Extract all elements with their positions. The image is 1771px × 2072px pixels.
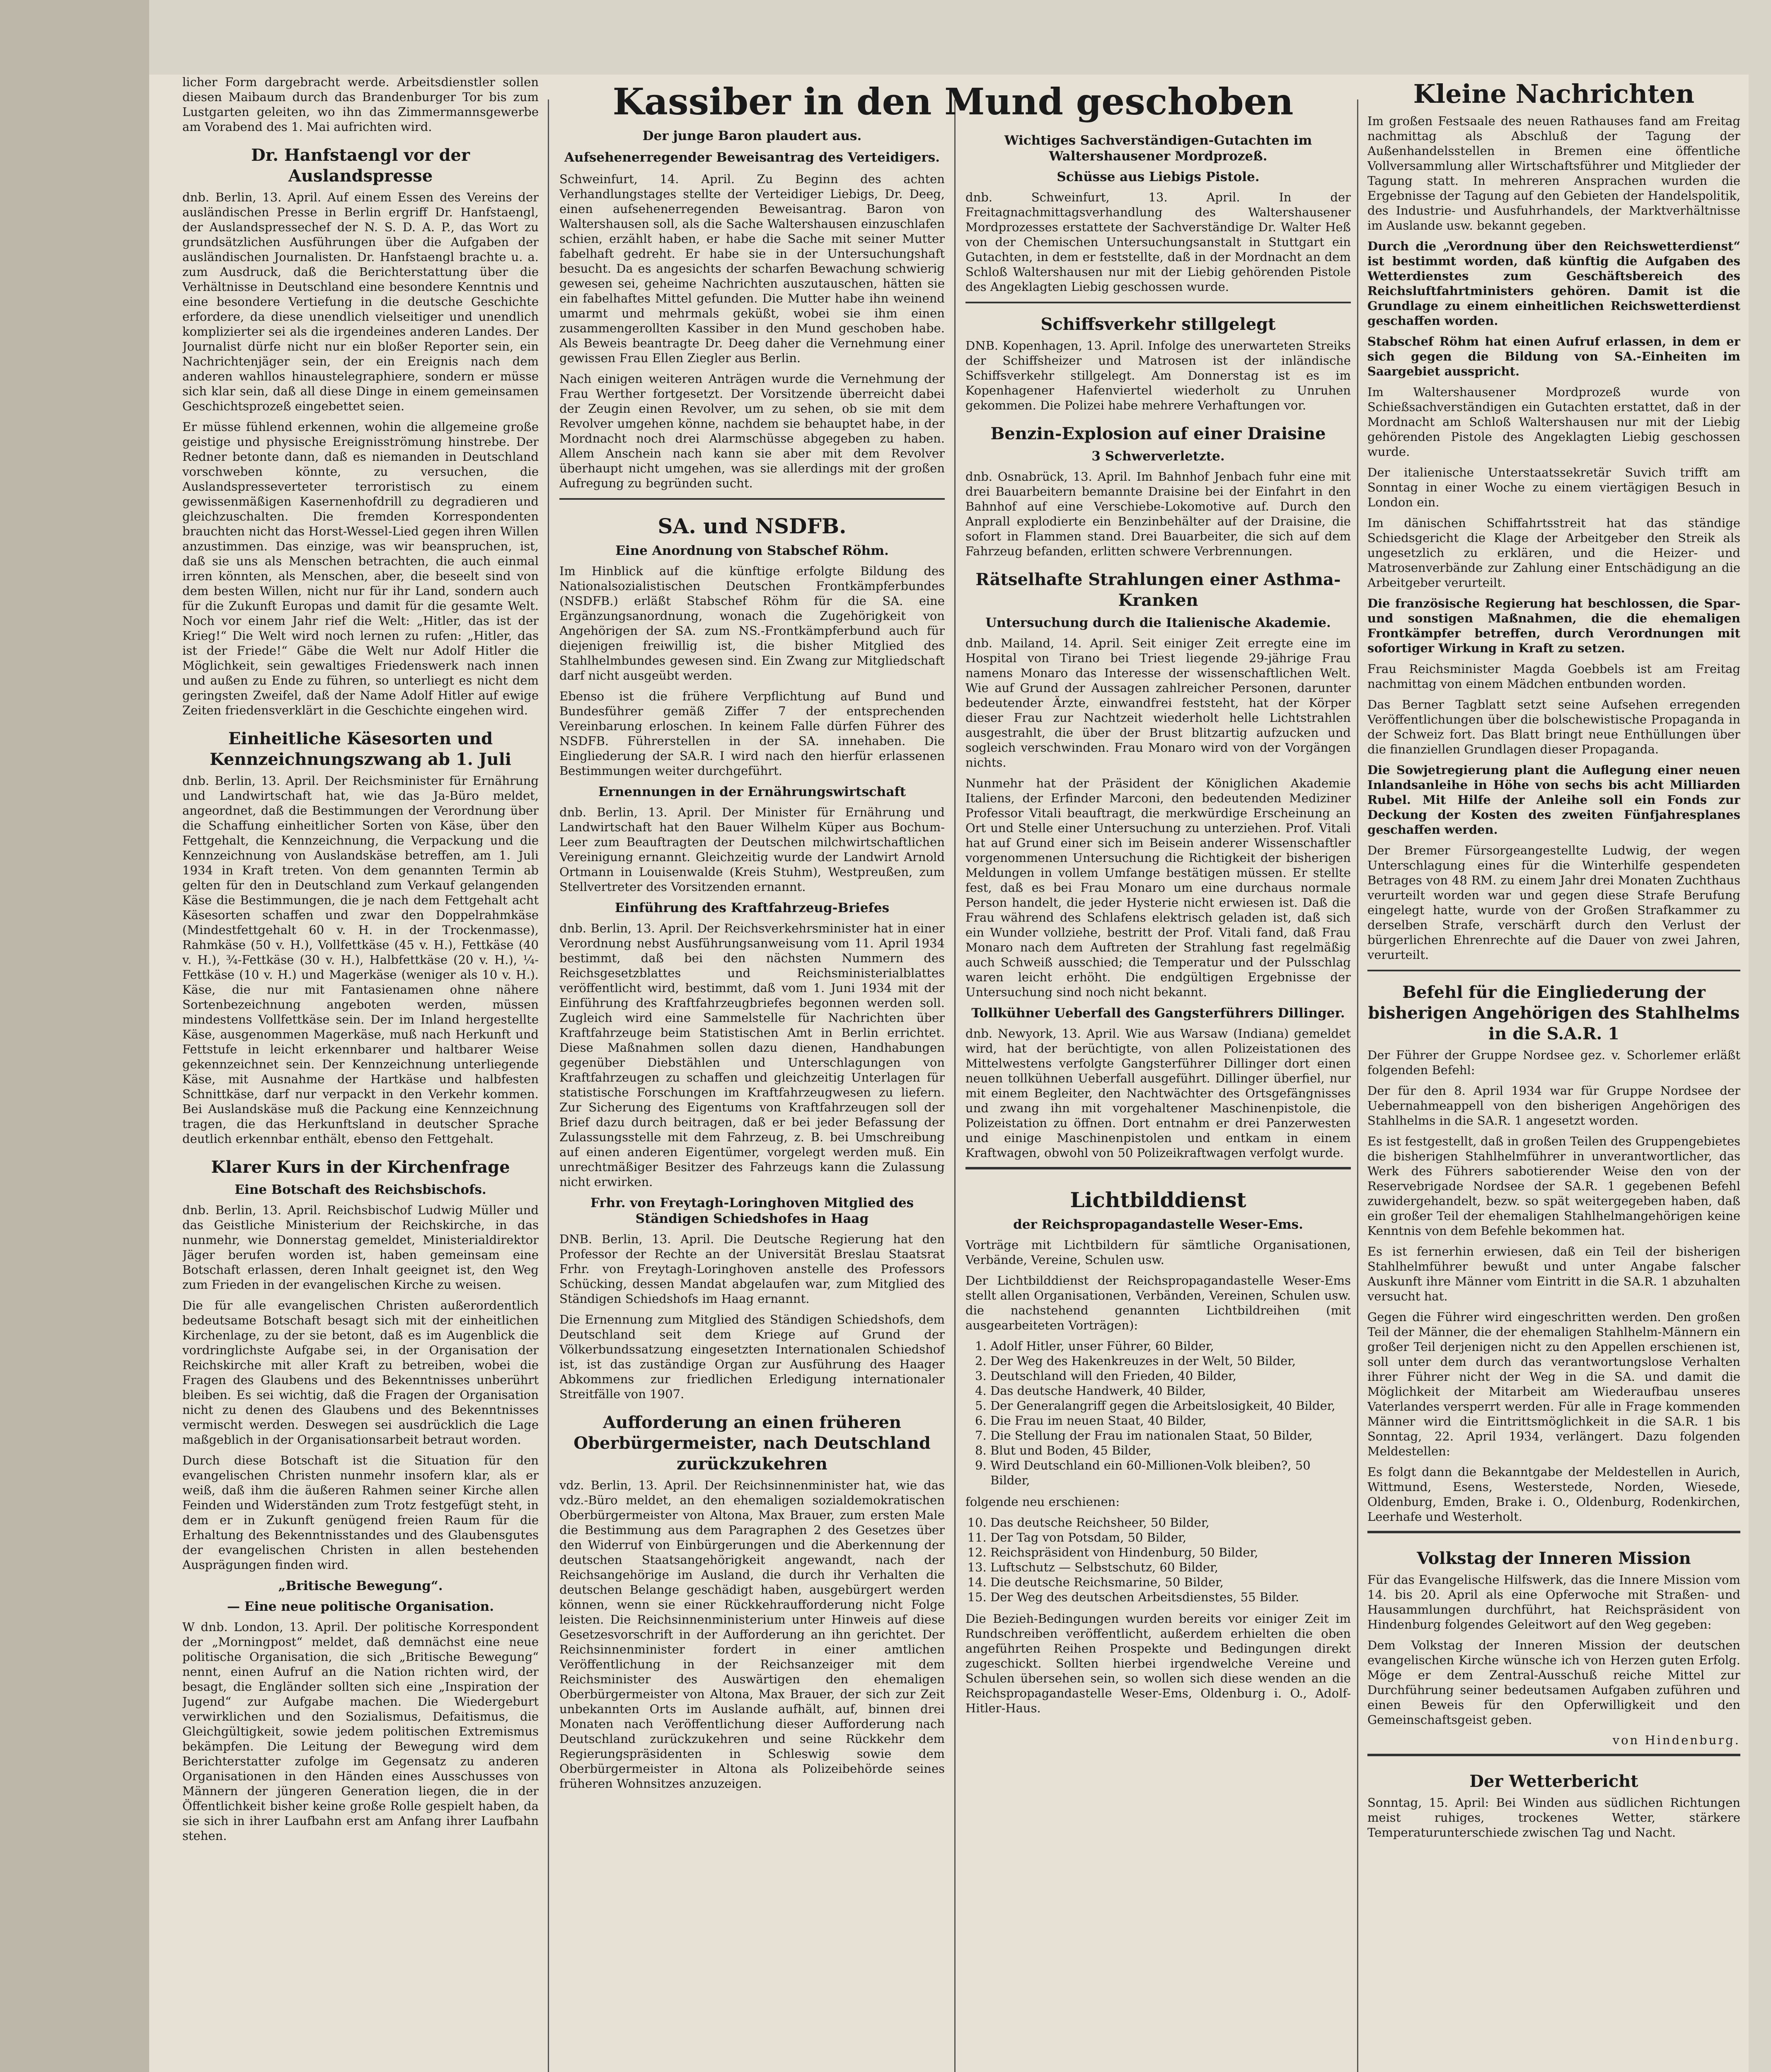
article-subtitle: der Reichspropagandastelle Weser-Ems. — [1013, 1217, 1303, 1232]
list-item: 8. Blut und Boden, 45 Bilder, — [990, 1443, 1351, 1458]
list-item: 7. Die Stellung der Frau im nationalen Staat, 50 Bilder, — [990, 1428, 1351, 1443]
column-1 — [182, 75, 539, 2072]
news-item: Durch die „Verordnung über den Reichswetterdienst“ ist bestimmt worden, daß künftig die Aufgaben des Wetterdienstes zum Geschäftsbereich des Reichsluftfahrtministers gehören. Damit ist die Grundlage zu einem einheitlichen Reichswetterdienst geschaffen worden. — [1367, 239, 1740, 328]
paragraph: vdz. Berlin, 13. April. Der Reichsinnenminister hat, wie das vdz.-Büro meldet, an den ehemaligen sozialdemokratischen Oberbürgermeister von Altona, Max Brauer, zum ersten Male die Bestimmung aus dem Paragraphen 2 des Gesetzes über den Widerruf von Einbürgerungen und die Aberkennung der deutschen Staatsangehörigkeit angewandt, nach der Reichsangehörige im Ausland, die durch ihr Verhalten die deutschen Belange geschädigt haben, ausgebürgert werden können, wenn sie einer Rückkehraufforderung nicht Folge leisten. Die Reichsinnenministerium unter Hinweis auf diese Gesetzesvorschrift in der Aufforderung an ihn gerichtet. Der Reichsinnenminister fordert in einer amtlichen Veröffentlichung in der Reichsanzeiger mit dem Reichsminister des Auswärtigen den ehemaligen Oberbürgermeister von Altona, Max Brauer, der sich zur Zeit unbekannten Orts im Auslande aufhält, auf, binnen drei Monaten nach Veröffentlichung dieser Aufforderung nach Deutschland zurückzukehren und seine Rückkehr dem Regierungspräsidenten in Schleswig sowie dem Oberbürgermeister in Altona als Polizeibehörde seines früheren Wohnsitzes anzuzeigen. — [559, 1478, 945, 1791]
paragraph: Gegen die Führer wird eingeschritten werden. Den großen Teil der Männer, die der ehemaligen Stahlhelm-Männern ein großer Teil derjenigen nicht zu den Appellen erschienen ist, soll unter dem durch das verantwortungslose Verhalten ihrer Führer nicht der Weg in die SA. und damit die Möglichkeit der Mitarbeit am Wiederaufbau unseres Vaterlandes versperrt werden. Für alle in Frage kommenden Männer wird die Eintrittsmöglichkeit in die SA.R. 1 bis Sonntag, 22. April 1934, verlängert. Dazu folgenden Meldestellen: — [1367, 1310, 1740, 1458]
paragraph: dnb. Schweinfurt, 13. April. In der Freitagnachmittagsverhandlung des Waltershausener Mordprozesses erstattete der Sachverständige Dr. Walter Heß von der Chemischen Untersuchungsanstalt in Stuttgart ein Gutachten, in dem er feststellte, daß in der Mordnacht an dem Schloß Waltershausen nur mit der Liebig gehörenden Pistole des Angeklagten Liebig geschossen wurde. — [965, 190, 1351, 294]
list-item: 3. Deutschland will den Frieden, 40 Bilder, — [990, 1368, 1351, 1383]
paragraph: Schweinfurt, 14. April. Zu Beginn des achten Verhandlungstages stellte der Verteidiger Liebigs, Dr. Deeg, einen aufsehenerregenden Beweisantrag. Baron von Waltershausen soll, als die Sache Waltershausen einzuschlafen schien, erzählt haben, er habe die Sache mit seiner Mutter fabelhaft gedreht. Er habe sie in der Untersuchungshaft besucht. Da es angesichts der scharfen Bewachung schwierig gewesen sei, geheime Nachrichten auszutauschen, hätten sie ein fabelhaftes Mittel gefunden. Die Mutter habe ihn weinend umarmt und mehrmals geküßt, wobei sie ihm einen zusammengerollten Kassiber in den Mund geschoben habe. Als Beweis beantragte Dr. Deeg daher die Vernehmung einer gewissen Frau Ellen Ziegler aus Berlin. — [559, 172, 945, 365]
paragraph: dnb. Mailand, 14. April. Seit einiger Zeit erregte eine im Hospital von Tirano bei Triest liegende 29-jährige Frau namens Monaro das Interesse der wissenschaftlichen Welt. Wie auf Grund der Aussagen zahlreicher Personen, darunter bedeutender Ärzte, einwandfrei feststeht, hat der Körper dieser Frau zur Nachtzeit wiederholt helle Lichtstrahlen ausgestrahlt, die über der Brust blitzartig aufzucken und sogleich verschwinden. Frau Monaro wird von der Vorgängen nichts. — [965, 636, 1351, 770]
column-4 — [1367, 75, 1740, 2072]
paragraph: Die Ernennung zum Mitglied des Ständigen Schiedshofs, dem Deutschland seit dem Kriege auf Grund der Völkerbundssatzung eingesetzten Internationalen Schiedshof ist, ist das zuständige Organ zur Ausführung des Haager Abkommens zur friedlichen Erledigung internationaler Streitfälle von 1907. — [559, 1312, 945, 1401]
paragraph: Nach einigen weiteren Anträgen wurde die Vernehmung der Frau Werther fortgesetzt. Der Vorsitzende überreicht dabei der Zeugin einen Revolver, um zu sehen, ob sie mit dem Revolver umgehen könne, nachdem sie behauptet habe, in der Mordnacht noch drei Alarmschüsse abgegeben zu haben. Allem Anschein nach kann sie aber mit dem Revolver überhaupt nicht umgehen, was sie allerdings mit der großen Aufregung zu begründen sucht. — [559, 372, 945, 490]
paragraph: Es ist fernerhin erwiesen, daß ein Teil der bisherigen Stahlhelmführer bewußt und unter Angabe falscher Auskunft ihre Männer vom Eintritt in die SA.R. 1 abzuhalten versucht hat. — [1367, 1244, 1740, 1303]
section-headline: Kleine Nachrichten — [1413, 79, 1695, 109]
paragraph: Er müsse fühlend erkennen, wohin die allgemeine große geistige und physische Ereignisströmung hinstrebe. Der Redner betonte dann, daß es niemanden in Deutschland vorschweben könnte, zu versuchen, die Auslandspresseverteter terroristisch zu einem gewissenmäßigen Kasernenhofdrill zu degradieren und gleichzuschalten. Die fremden Korrespondenten brauchten nicht das Horst-Wessel-Lied gegen ihren Willen anzustimmen. Das einzige, was wir beanspruchen, ist, daß sie uns als Menschen betrachten, die auch einmal irren könnten, als Menschen, aber, die beseelt sind von dem besten Willen, nicht nur für ihr Land, sondern auch für die Zukunft Europas und damit für die gesamte Welt. Noch vor einem Jahr rief die Welt: „Hitler, das ist der Krieg!“ Die Welt wird noch lernen zu rufen: „Hitler, das ist der Friede!“ Gäbe die Welt nur Adolf Hitler die Möglichkeit, sein gewaltiges Friedenswerk nach innen und außen zu Ende zu führen, so unterliegt es nicht dem geringsten Zweifel, daß der Name Adolf Hitler auf ewige Zeiten friedensverklärt in die Geschichte eingehen wird. — [182, 420, 539, 717]
list-item: 4. Das deutsche Handwerk, 40 Bilder, — [990, 1383, 1351, 1398]
article-title: SA. und NSDFB. — [658, 514, 847, 538]
paragraph: dnb. Berlin, 13. April. Auf einem Essen des Vereins der ausländischen Presse in Berlin ergriff Dr. Hanfstaengl, der Auslandspressechef der N. S. D. A. P., das Wort zu grundsätzlichen Ausführungen über die Aufgaben der ausländischen Journalisten. Dr. Hanfstaengl brachte u. a. zum Ausdruck, daß die Berichterstattung über die Verhältnisse in Deutschland eine besondere Kenntnis und eine besondere Vertiefung in die deutsche Geschichte erfordere, da diese unendlich vielseitiger und unendlich komplizierter sei als die irgendeines anderen Landes. Der Journalist dürfe nicht nur ein bloßer Reporter sein, ein Nachrichtenjäger sein, der ein Ereignis nach dem anderen wahllos hinaustelegraphiere, sondern er müsse sich klar sein, daß all diese Dinge in einem gemeinsamen Geschichtsprozeß eingebettet seien. — [182, 190, 539, 413]
paragraph: Ebenso ist die frühere Verpflichtung auf Bund und Bundesführer gemäß Ziffer 7 der entsprechenden Vereinbarung erloschen. In keinem Falle dürfen Führer des NSDFB. Führerstellen in der SA. innehaben. Die Eingliederung der SA.R. I wird nach den hierfür erlassenen Bestimmungen weiter durchgeführt. — [559, 689, 945, 778]
article-subtitle: Aufsehenerregender Beweisantrag des Verteidigers. — [564, 150, 940, 165]
paragraph: Die Bezieh-Bedingungen wurden bereits vor einiger Zeit im Rundschreiben veröffentlicht, außerdem erhielten die oben angeführten Reihen Prospekte und Bedingungen direkt zugeschickt. Sollten hierbei irgendwelche Vereine und Schulen übersehen sein, so wollen sich diese wenden an die Reichspropagandastelle Weser-Ems, Oldenburg i. O., Adolf-Hitler-Haus. — [965, 1612, 1351, 1715]
book-binding-edge — [0, 0, 149, 2072]
news-item: Stabschef Röhm hat einen Aufruf erlassen, in dem er sich gegen die Bildung von SA.-Einheiten im Saargebiet ausspricht. — [1367, 334, 1740, 378]
paragraph: dnb. Berlin, 13. April. Reichsbischof Ludwig Müller und das Geistliche Ministerium der Reichskirche, in das nunmehr, wie Donnerstag gemeldet, Ministerialdirektor Jäger berufen worden ist, haben gemeinsam eine Botschaft erlassen, deren Inhalt geeignet ist, den Weg zum Frieden in der evangelischen Kirche zu weisen. — [182, 1203, 539, 1292]
article-title: Volkstag der Inneren Mission — [1417, 1549, 1691, 1568]
signature: von Hindenburg. — [1612, 1733, 1740, 1747]
article-subtitle: — Eine neue politische Organisation. — [227, 1599, 494, 1614]
article-title: „Britische Bewegung“. — [278, 1578, 443, 1593]
article-title: Der Wetterbericht — [1469, 1772, 1638, 1791]
paragraph: Im Hinblick auf die künftige erfolgte Bildung des Nationalsozialistischen Deutschen Frontkämpferbundes (NSDFB.) erläßt Stabschef Röhm für die SA. eine Ergänzungsanordnung, wonach die Zugehörigkeit von Angehörigen der SA. zum NS.-Frontkämpferbund auch für diejenigen freiwillig ist, die bisher Mitglied des Stahlhelmbundes gewesen sind. Ein Zwang zur Mitgliedschaft darf nicht ausgeübt werden. — [559, 564, 945, 683]
article-subtitle: Schüsse aus Liebigs Pistole. — [1057, 169, 1260, 184]
paragraph: Durch diese Botschaft ist die Situation für den evangelischen Christen nunmehr insofern klar, als er weiß, daß ihm die äußeren Rahmen seiner Kirche allen Feinden und Widerständen zum Trotz festgefügt steht, in dem er in Zukunft genügend freien Raum für die Erhaltung des Bekenntnisstandes und des Glaubensgutes der evangelischen Christen in allen bestehenden Ausprägungen finden wird. — [182, 1453, 539, 1572]
article-title: Ernennungen in der Ernährungswirtschaft — [598, 784, 906, 799]
news-item: Der Bremer Fürsorgeangestellte Ludwig, der wegen Unterschlagung eines für die Winterhilfe gespendeten Betrages von 48 RM. zu einem Jahr drei Monaten Zuchthaus verurteilt worden war und gegen diese Strafe Berufung eingelegt hatte, wurde von der Großen Strafkammer zu derselben Strafe, verschärft durch den Verlust der bürgerlichen Ehrenrechte auf die Dauer von zwei Jahren, verurteilt. — [1367, 843, 1740, 962]
list-item: 6. Die Frau im neuen Staat, 40 Bilder, — [990, 1413, 1351, 1428]
article-subtitle: 3 Schwerverletzte. — [1091, 449, 1225, 464]
article-title: Schiffsverkehr stillgelegt — [1040, 315, 1276, 334]
paragraph: DNB. Kopenhagen, 13. April. Infolge des unerwarteten Streiks der Schiffsheizer und Matrosen ist der inländische Schiffsverkehr stillgelegt. Am Donnerstag ist es im Kopenhagener Hafenviertel wiederholt zu Unruhen gekommen. Die Polizei habe mehrere Verhaftungen vor. — [965, 339, 1351, 412]
article-title: Lichtbilddienst — [1070, 1188, 1246, 1212]
paragraph: DNB. Berlin, 13. April. Die Deutsche Regierung hat den Professor der Rechte an der Universität Breslau Staatsrat Frhr. von Freytagh-Loringhoven anstelle des Professors Schücking, dessen Mandat abgelaufen war, zum Mitglied des Ständigen Schiedshofs im Haag ernannt. — [559, 1232, 945, 1306]
volkstag-box — [1367, 1531, 1740, 1747]
paragraph: dnb. Osnabrück, 13. April. Im Bahnhof Jenbach fuhr eine mit drei Bauarbeitern bemannte Draisine bei der Einfahrt in den Bahnhof auf eine Verschiebe-Lokomotive auf. Durch den Anprall explodierte ein Benzinbehälter auf der Draisine, die sofort in Flammen stand. Drei Bauarbeiter, die sich auf dem Fahrzeug befanden, erlitten schwere Verbrennungen. — [965, 470, 1351, 558]
paragraph: Die für alle evangelischen Christen außerordentlich bedeutsame Botschaft besagt sich mit der einheitlichen Kirchenlage, zu der sie betont, daß es im Augenblick die vordringlichste Aufgabe sei, in der Organisation der Reichskirche mit aller Kraft zu betreiben, wobei die Fragen des Glaubens und des Bekenntnisses unberührt bleiben. Es sei wichtig, daß die Fragen der Organisation nicht zu denen des Glaubens und des Bekenntnisses vermischt werden. Deswegen sei ausdrücklich die Lage maßgeblich in der Organisationsarbeit betraut worden. — [182, 1298, 539, 1447]
divider — [559, 498, 945, 500]
article-title: Aufforderung an einen früheren Oberbürgermeister, nach Deutschland zurückzukehren — [573, 1413, 931, 1474]
weather-box — [1367, 1754, 1740, 1840]
paragraph: licher Form dargebracht werde. Arbeitsdienstler sollen diesen Maibaum durch das Brandenburger Tor bis zum Lustgarten geleiten, wo ihn das Zimmermannsgewerbe am Vorabend des 1. Mai aufrichten wird. — [182, 75, 539, 134]
slide-series-list — [965, 1339, 1351, 1488]
paragraph: Der Führer der Gruppe Nordsee gez. v. Schorlemer erläßt folgenden Befehl: — [1367, 1048, 1740, 1077]
paragraph: Für das Evangelische Hilfswerk, das die Innere Mission vom 14. bis 20. April als eine Opferwoche mit Straßen- und Hausammlungen durchführt, hat Reichspräsident von Hindenburg folgendes Geleitwort auf den Weg gegeben: — [1367, 1573, 1740, 1631]
paragraph: dnb. Newyork, 13. April. Wie aus Warsaw (Indiana) gemeldet wird, hat der berüchtigte, von allen Polizeistationen des Mittelwestens verfolgte Gangsterführer Dillinger dort einen neuen tollkühnen Ueberfall ausgeführt. Dillinger überfiel, nur mit einem Begleiter, den Nachtwächter des Ortsgefängnisses und zwang ihn mit vorgehaltener Maschinenpistole, die Polizeistation zu öffnen. Dort entnahm er drei Panzerwesten und einige Maschinenpistolen und entkam in einem Kraftwagen, obwohl von 50 Polizeikraftwagen verfolgt wurde. — [965, 1026, 1351, 1160]
paragraph: dnb. Berlin, 13. April. Der Minister für Ernährung und Landwirtschaft hat den Bauer Wilhelm Küper aus Bochum-Leer zum Beauftragten der Deutschen milchwirtschaftlichen Vereinigung ernannt. Gleichzeitig wurde der Landwirt Arnold Ortmann in Louisenwalde (Kreis Stuhm), Westpreußen, zum Stellvertreter des Vorsitzenden ernannt. — [559, 805, 945, 894]
list-item: 2. Der Weg des Hakenkreuzes in der Welt, 50 Bilder, — [990, 1353, 1351, 1368]
list-item: 12. Reichspräsident von Hindenburg, 50 Bilder, — [990, 1545, 1351, 1560]
paragraph: folgende neu erschienen: — [965, 1495, 1120, 1509]
article-subtitle: Wichtiges Sachverständigen-Gutachten im Waltershausener Mordprozeß. — [1004, 133, 1312, 164]
list-item: 9. Wird Deutschland ein 60-Millionen-Volk bleiben?, 50 Bilder, — [990, 1458, 1351, 1488]
paragraph: Dem Volkstag der Inneren Mission der deutschen evangelischen Kirche wünsche ich von Herzen guten Erfolg. Möge er dem Zentral-Ausschuß reiche Mittel zur Durchführung seiner bedeutsamen Aufgaben zuführen und einen Beweis für den Opferwilligkeit und den Gemeinschaftsgeist geben. — [1367, 1638, 1740, 1727]
article-subtitle: Der junge Baron plaudert aus. — [642, 128, 862, 143]
paragraph: Sonntag, 15. April: Bei Winden aus südlichen Richtungen meist ruhiges, trockenes Wetter, stärkere Temperaturunterschiede zwischen Tag und Nacht. — [1367, 1796, 1740, 1840]
column-rule — [1357, 99, 1358, 2072]
news-item: Im Waltershausener Mordprozeß wurde von Schießsachverständigen ein Gutachten erstattet, daß in der Mordnacht am Schloß Waltershausen nur mit der Liebig gehörenden Pistole des Angeklagten Liebig geschossen wurde. — [1367, 385, 1740, 459]
column-3 — [965, 128, 1351, 2072]
article-title: Benzin-Explosion auf einer Draisine — [990, 424, 1326, 443]
news-item: Das Berner Tagblatt setzt seine Aufsehen erregenden Veröffentlichungen über die bolschewistische Propaganda in der Schweiz fort. Das Blatt bringt neue Enthüllungen über die finanziellen Grundlagen dieser Propaganda. — [1367, 697, 1740, 756]
article-title: Rätselhafte Strahlungen einer Asthma-Kranken — [975, 570, 1341, 610]
paragraph: Nunmehr hat der Präsident der Königlichen Akademie Italiens, der Erfinder Marconi, den bedeutenden Mediziner Professor Vitali beauftragt, die merkwürdige Erscheinung an Ort und Stelle einer Untersuchung zu unterziehen. Prof. Vitali hat auf Grund einer sich im Beisein anderer Wissenschaftler vorgenommenen Untersuchung die Richtigkeit der bisherigen Meldungen in vollem Umfange bestätigen müssen. Er stellte fest, daß es bei Frau Monaro um eine durchaus normale Person handelt, die jeder Hysterie nicht erwiesen ist. Daß die Frau während des Schlafens elektrisch geladen ist, daß sich ein Wunder vollziehe, bestritt der Prof. Vitali fand, daß Frau Monaro nach dem Auftreten der Strahlung fast regelmäßig auch Schweiß ausschied; die Temperatur und der Pulsschlag waren leicht erhöht. Die endgültigen Ergebnisse der Untersuchung sind noch nicht bekannt. — [965, 776, 1351, 999]
paragraph: Es folgt dann die Bekanntgabe der Meldestellen in Aurich, Wittmund, Esens, Westerstede, Norden, Wiesede, Oldenburg, Emden, Brake i. O., Oldenburg, Rodenkirchen, Leerhafe und Westerholt. — [1367, 1465, 1740, 1524]
list-item: 1. Adolf Hitler, unser Führer, 60 Bilder, — [990, 1339, 1351, 1353]
list-item: 15. Der Weg des deutschen Arbeitsdienstes, 55 Bilder. — [990, 1590, 1351, 1605]
article-title: Befehl für die Eingliederung der bisherigen Angehörigen des Stahlhelms in die S.A.R. 1 — [1368, 983, 1740, 1043]
list-item: 5. Der Generalangriff gegen die Arbeitslosigkeit, 40 Bilder, — [990, 1398, 1351, 1413]
article-title: Einheitliche Käsesorten und Kennzeichnungszwang ab 1. Juli — [210, 729, 511, 769]
news-item: Der italienische Unterstaatssekretär Suvich trifft am Sonntag in einer Woche zu einem viertägigen Besuch in London ein. — [1367, 465, 1740, 509]
article-title: Dr. Hanfstaengl vor der Auslandspresse — [251, 145, 470, 186]
news-item: Die Sowjetregierung plant die Auflegung einer neuen Inlandsanleihe in Höhe von sechs bis acht Milliarden Rubel. Mit Hilfe der Anleihe soll ein Fonds zur Deckung der Kosten des zweiten Fünfjahresplanes geschaffen werden. — [1367, 763, 1740, 837]
lichtbild-box — [965, 1167, 1351, 1716]
paragraph: Der für den 8. April 1934 war für Gruppe Nordsee der Uebernahmeappell von den bisherigen Angehörigen des Stahlhelms in die SA.R. 1 angesetzt worden. — [1367, 1084, 1740, 1128]
list-item: 14. Die deutsche Reichsmarine, 50 Bilder, — [990, 1575, 1351, 1590]
news-item: Im dänischen Schiffahrtsstreit hat das ständige Schiedsgericht die Klage der Arbeitgeber den Streik als ungesetzlich zu erklären, und die Heizer- und Matrosenverbände zur Zahlung einer Entschädigung an die Arbeitgeber verurteilt. — [1367, 516, 1740, 590]
article-title: Tollkühner Ueberfall des Gangsterführers Dillinger. — [971, 1006, 1345, 1021]
article-title: Frhr. von Freytagh-Loringhoven Mitglied des Ständigen Schiedshofes in Haag — [590, 1196, 914, 1226]
article-title: Einführung des Kraftfahrzeug-Briefes — [615, 900, 890, 915]
paragraph: Es ist festgestellt, daß in großen Teilen des Gruppengebietes die bisherigen Stahlhelmführer in unverantwortlicher, das Werk des Führers sabotierender Weise den von der Reservebrigade Nordsee der SA.R. 1 gegebenen Befehl zuwidergehandelt, bezw. so spät weitergegeben haben, daß ein großer Teil der ehemaligen Stahlhelmangehörigen keine Kenntnis von dem Befehle bekommen hat. — [1367, 1134, 1740, 1238]
article-subtitle: Eine Botschaft des Reichsbischofs. — [235, 1182, 486, 1197]
news-item: Die französische Regierung hat beschlossen, die Spar- und sonstigen Maßnahmen, die die ehemaligen Frontkämpfer betreffen, durch Verordnungen mit sofortiger Wirkung in Kraft zu setzen. — [1367, 596, 1740, 655]
article-subtitle: Eine Anordnung von Stabschef Röhm. — [615, 543, 889, 558]
divider — [1367, 970, 1740, 971]
news-item: Im großen Festsaale des neuen Rathauses fand am Freitag nachmittag als Abschluß der Tagung der Außenhandelsstellen in Bremen eine öffentliche Vollversammlung aller Wirtschaftsführer und Mitglieder der Tagung statt. In mehreren Ansprachen wurden die Ergebnisse der Tagung auf den Gebieten der Handelspolitik, des Industrie- und Ausfuhrhandels, der Marktverhältnisse im Auslande usw. bekannt gegeben. — [1367, 114, 1740, 232]
column-rule — [548, 99, 549, 2072]
paragraph: W dnb. London, 13. April. Der politische Korrespondent der „Morningpost“ meldet, daß demnächst eine neue politische Organisation, die sich „Britische Bewegung“ nennt, einen Aufruf an die Nation richten wird, der besagt, die Engländer sollten sich eine „Inspiration der Jugend“ zur Aufgabe machen. Die Wiedergeburt verwirklichen und den Sozialismus, Defaitismus, die Gleichgültigkeit, sowie jedem politischen Extremismus bekämpfen. Die Leitung der Bewegung wird dem Berichterstatter zufolge im Gegensatz zu anderen Organisationen in den Händen eines Ausschusses von Männern der jüngeren Generation liegen, die in der Öffentlichkeit bisher keine große Rolle gespielt haben, da sie sich in ihrer Laufbahn erst am Anfang ihrer Laufbahn stehen. — [182, 1620, 539, 1843]
list-item: 13. Luftschutz — Selbstschutz, 60 Bilder, — [990, 1560, 1351, 1575]
news-item: Frau Reichsminister Magda Goebbels ist am Freitag nachmittag von einem Mädchen entbunden worden. — [1367, 662, 1740, 691]
list-item: 11. Der Tag von Potsdam, 50 Bilder, — [990, 1530, 1351, 1545]
paragraph: Der Lichtbilddienst der Reichspropagandastelle Weser-Ems stellt allen Organisationen, Verbänden, Vereinen, Schulen usw. die nachstehend genannten Lichtbildreihen (mit ausgearbeiteten Vorträgen): — [965, 1273, 1351, 1332]
paragraph: dnb. Berlin, 13. April. Der Reichsminister für Ernährung und Landwirtschaft hat, wie das Ja-Büro meldet, angeordnet, daß die Bestimmungen der Verordnung über die Schaffung einheitlicher Sorten von Käse, über den Fettgehalt, die Kennzeichnung, die Verpackung und die Kennzeichnung von Auslandskäse betreffen, am 1. Juli 1934 in Kraft treten. Von dem genannten Termin ab gelten für den in Deutschland zum Verkauf gelangenden Käse die Bestimmungen, die je nach dem Fettgehalt acht Käsesorten schaffen und zwar den Doppelrahmkäse (Mindestfettgehalt 60 v. H. in der Trockenmasse), Rahmkäse (50 v. H.), Vollfettkäse (45 v. H.), Fettkäse (40 v. H.), ¾-Fettkäse (30 v. H.), Halbfettkäse (20 v. H.), ¼-Fettkäse (10 v. H.) und Magerkäse (weniger als 10 v. H.). Käse, die nur mit Fantasienamen ohne nähere Sortenbezeichnung angeboten werden, müssen mindestens Vollfettkäse sein. Der im Inland hergestellte Käse, ausgenommen Magerkäse, muß nach Herkunft und Fettstufe in leicht erkennbarer und haltbarer Weise gekennzeichnet sein. Der Kennzeichnung unterliegende Käse, mit Ausnahme der Hartkäse und halbfesten Schnittkäse, darf nur verpackt in den Verkehr kommen. Bei Auslandskäse muß die Packung eine Kennzeichnung tragen, die das Herkunftsland in deutscher Sprache deutlich erkennbar enthält, ebenso den Fettgehalt. — [182, 774, 539, 1146]
paragraph: dnb. Berlin, 13. April. Der Reichsverkehrsminister hat in einer Verordnung nebst Ausführungsanweisung vom 11. April 1934 bestimmt, daß bei den nächsten Nummern des Reichsgesetzblattes und Reichsministerialblattes veröffentlicht wird, bestimmt, daß vom 1. Juni 1934 mit der Einführung des Kraftfahrzeugbriefes begonnen werden soll. Zugleich wird eine Sammelstelle für Nachrichten über Kraftfahrzeuge beim Statistischen Amt in Berlin errichtet. Diese Maßnahmen sollen dazu dienen, Handhabungen gegenüber Diebstählen und Unterschlagungen von Kraftfahrzeugen zu schaffen und gleichzeitig Unterlagen für statistische Forschungen im Kraftfahrzeugwesen zu liefern. Zur Sicherung des Eigentums von Kraftfahrzeugen soll der Brief dazu durch beitragen, daß er bei jeder Befassung der Zulassungsstelle mit dem Fahrzeug, z. B. bei Umschreibung auf einen anderen Eigentümer, vorgelegt werden muß. Ein unrechtmäßiger Besitzer des Fahrzeugs kann die Zulassung nicht erwirken. — [559, 921, 945, 1189]
list-item: 10. Das deutsche Reichsheer, 50 Bilder, — [990, 1515, 1351, 1530]
main-headline: Kassiber in den Mund geschoben — [612, 80, 1294, 123]
article-title: Klarer Kurs in der Kirchenfrage — [211, 1157, 510, 1177]
divider — [965, 302, 1351, 303]
paragraph: Vorträge mit Lichtbildern für sämtliche Organisationen, Verbände, Vereine, Schulen usw. — [965, 1238, 1351, 1267]
slide-series-list-new — [965, 1515, 1351, 1605]
article-subtitle: Untersuchung durch die Italienische Akademie. — [985, 615, 1331, 630]
lead-article — [559, 128, 945, 1797]
